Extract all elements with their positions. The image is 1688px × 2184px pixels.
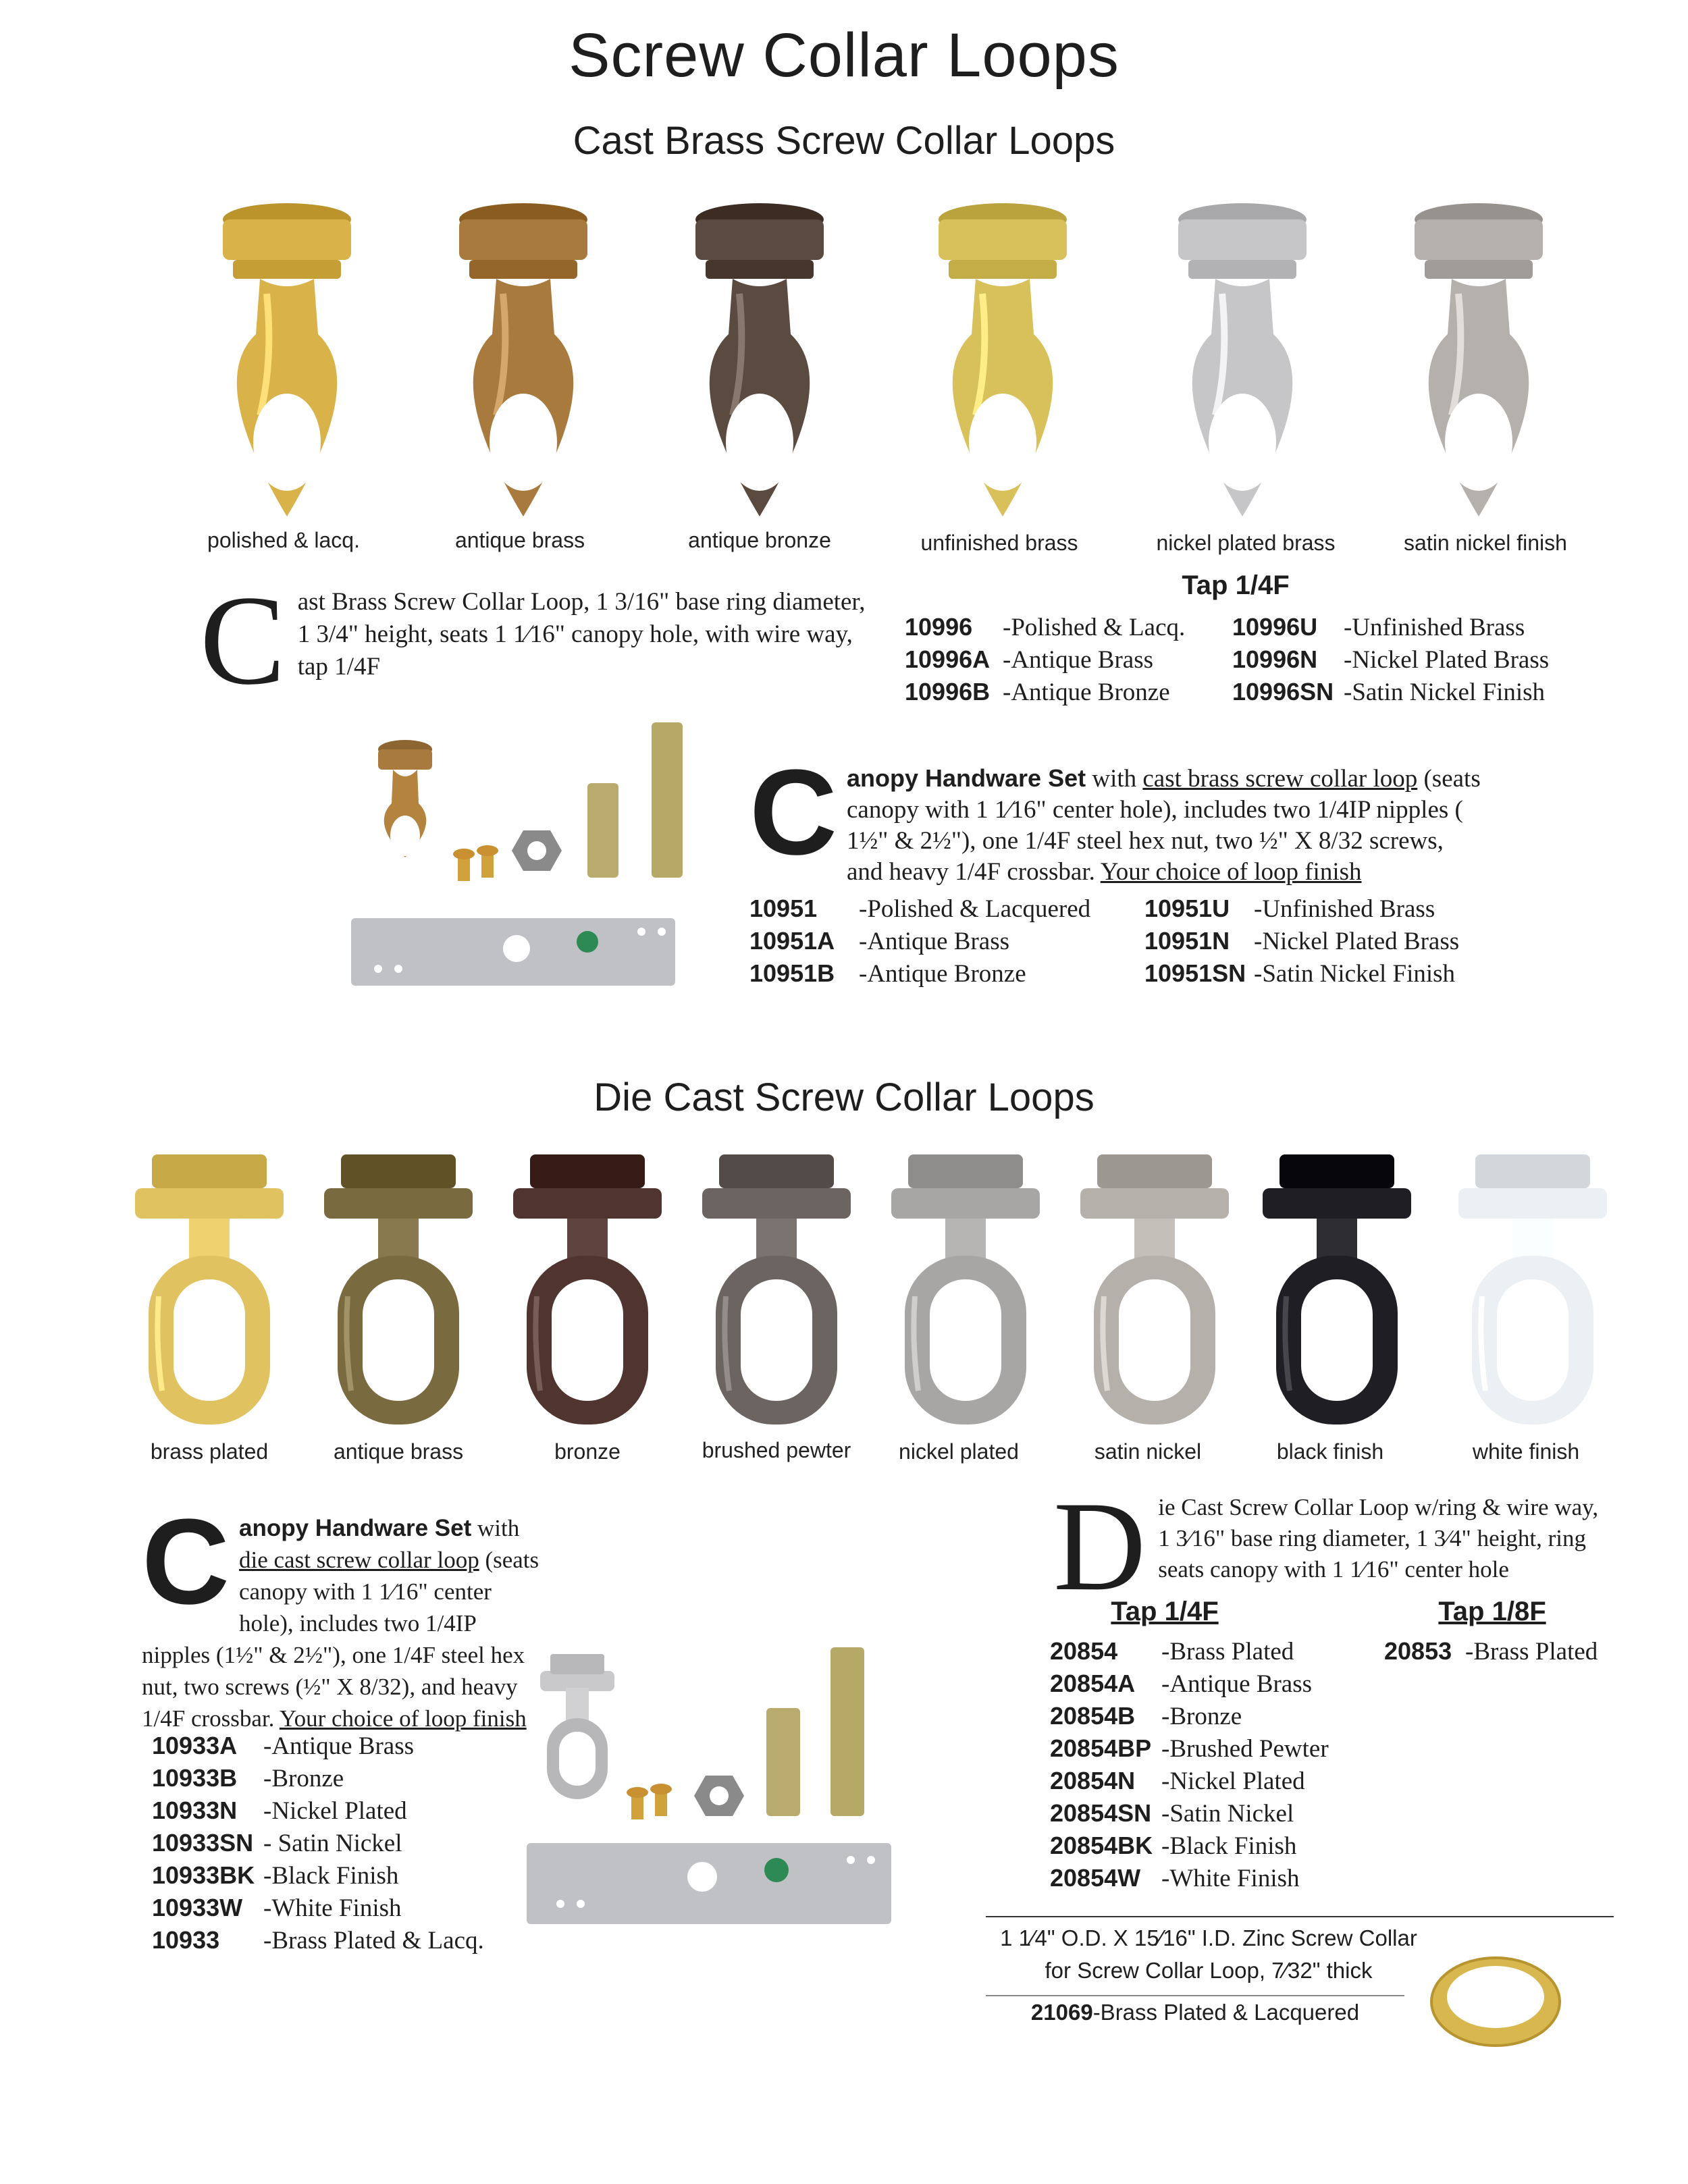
cast-loop-image (1141, 192, 1344, 530)
screw-icon (453, 845, 498, 881)
zinc-collar-image (1425, 1938, 1566, 2052)
list-item: 20854SN -Satin Nickel (1050, 1799, 1294, 1828)
list-item: 10951N -Nickel Plated Brass (1144, 927, 1460, 955)
list-item: 20854BK -Black Finish (1050, 1832, 1297, 1860)
list-item: 20854A -Antique Brass (1050, 1670, 1312, 1698)
caption-brass-plated: brass plated (150, 1439, 269, 1464)
long-nipple-icon (830, 1647, 864, 1816)
list-item: 10996N -Nickel Plated Brass (1232, 645, 1550, 674)
caption-unfinished-brass: unfinished brass (920, 531, 1078, 555)
die-loop-finish-link[interactable]: Your choice of loop finish (279, 1705, 527, 1732)
canopy-set-cast-description: C anopy Handware Set with cast brass screw collar loop (seats canopy with 1 1⁄16" center hole), includes two 1/4IP nipples ( 1½" & 2½"), one 1/4F steel hex nut, two ½" X 8/32 screws, and heavy 1/4F crossbar. Your choice of loop finish (749, 745, 1481, 886)
caption-brushed-pewter: brushed pewter (702, 1438, 851, 1462)
canopy-set-die-image (520, 1607, 925, 1958)
die-section-heading: Die Cast Screw Collar Loops (594, 1075, 1094, 1119)
caption-white-finish: white finish (1472, 1439, 1580, 1464)
list-item: 10933A -Antique Brass (152, 1732, 414, 1760)
list-item: 10933W -White Finish (152, 1894, 402, 1922)
list-item: 10933BK -Black Finish (152, 1861, 399, 1890)
die-loop-image (692, 1141, 861, 1438)
list-item: 10933 -Brass Plated & Lacq. (152, 1926, 484, 1954)
list-item: 20853 -Brass Plated (1384, 1637, 1598, 1666)
die-eighth-parts-list (1384, 1635, 1668, 1668)
list-item: 10996A -Antique Brass (905, 645, 1153, 674)
long-nipple-icon (652, 722, 683, 878)
list-item: 10933SN - Satin Nickel (152, 1829, 402, 1857)
cast-loop-icon (378, 740, 432, 857)
cast-loop-image (901, 192, 1104, 530)
collar-divider-top (986, 1916, 1614, 1917)
list-item: 20854B -Bronze (1050, 1702, 1242, 1730)
die-drop-cap: D (1053, 1476, 1146, 1618)
list-item: 10951A -Antique Brass (749, 927, 1009, 955)
collar-description-line2: for Screw Collar Loop, 7⁄32" thick (1045, 1958, 1373, 1983)
cast-loop-image (1377, 192, 1580, 530)
canopy-die-lead: anopy Handware Set (239, 1515, 472, 1541)
collar-part (986, 2000, 1404, 2025)
list-item: 20854BP -Brushed Pewter (1050, 1734, 1329, 1763)
die-loop-image (503, 1141, 672, 1438)
canopy-set-cast-image (351, 716, 736, 1040)
die-loop-link[interactable]: die cast screw collar loop (239, 1547, 479, 1573)
list-item: 10951B -Antique Bronze (749, 959, 1026, 988)
collar-description-line1: 1 1⁄4" O.D. X 15⁄16" I.D. Zinc Screw Collar (1000, 1925, 1417, 1950)
canopy-set-die-description: C anopy Handware Set with die cast screw collar loop (seats canopy with 1 1⁄16" center hole), includes two 1/4IP nipples (1½" & 2½"), one 1/4F steel hex nut, two screws (½" X 8/32), and heavy 1/4F crossbar. Your choice of loop finish (142, 1494, 539, 1732)
list-item: 20854N -Nickel Plated (1050, 1767, 1305, 1795)
die-loop-image (881, 1141, 1050, 1438)
die-description-text: ie Cast Screw Collar Loop w/ring & wire way, 1 3⁄16" base ring diameter, 1 3⁄4" height, ring seats canopy with 1 1⁄16" center hole (1158, 1494, 1599, 1582)
die-parts-list (1050, 1635, 1428, 1894)
list-item: 10951SN -Satin Nickel Finish (1144, 959, 1456, 988)
canopy-cast-drop-cap: C (749, 745, 837, 880)
list-item: 10951 -Polished & Lacquered (749, 895, 1091, 923)
caption-antique-brass: antique brass (454, 528, 585, 552)
list-item: 10996U -Unfinished Brass (1232, 613, 1525, 641)
cast-loop-image (422, 192, 625, 530)
die-tap-quarter-label: Tap 1/4F (1111, 1597, 1219, 1626)
die-loop-image (1448, 1141, 1617, 1438)
die-loop-image (125, 1141, 294, 1438)
cast-tap-label: Tap 1/4F (1182, 570, 1290, 600)
cast-loop-image (658, 192, 861, 530)
die-loop-image (1252, 1141, 1421, 1438)
caption-nickel-plated: nickel plated (899, 1439, 1019, 1464)
list-item: 20854W -White Finish (1050, 1864, 1300, 1892)
list-item: 10951U -Unfinished Brass (1144, 895, 1435, 923)
canopy-die-drop-cap: C (142, 1494, 230, 1630)
cast-description (200, 570, 875, 712)
caption-nickel-plated-brass: nickel plated brass (1156, 531, 1336, 555)
caption-bronze: bronze (554, 1439, 621, 1464)
caption-polished: polished & lacq. (207, 528, 360, 552)
cast-drop-cap: C (200, 570, 286, 712)
die-loop-image (1070, 1141, 1239, 1438)
list-item: 10996 -Polished & Lacq. (905, 613, 1186, 641)
list-item: 10996SN -Satin Nickel Finish (1232, 678, 1546, 706)
cast-loop-link[interactable]: cast brass screw collar loop (1142, 765, 1418, 793)
cast-description-text: ast Brass Screw Collar Loop, 1 3/16" base ring diameter, 1 3/4" height, seats 1 1⁄16" canopy hole, with wire way, tap 1/4F (297, 588, 866, 681)
caption-die-antique-brass: antique brass (333, 1439, 464, 1464)
caption-antique-bronze: antique bronze (688, 528, 831, 552)
list-item: 20854 -Brass Plated (1050, 1637, 1294, 1666)
die-loop-image (314, 1141, 483, 1438)
die-tap-eighth-label: Tap 1/8F (1438, 1597, 1546, 1626)
short-nipple-icon (587, 783, 618, 878)
canopy-die-parts-list (152, 1730, 530, 1956)
caption-black-finish: black finish (1276, 1439, 1384, 1464)
cast-loop-image (186, 192, 388, 530)
list-item: 10933B -Bronze (152, 1764, 344, 1792)
collar-divider-bottom (986, 1995, 1404, 1996)
caption-satin-nickel: satin nickel finish (1404, 531, 1567, 555)
canopy-cast-lead: anopy Handware Set (847, 764, 1086, 792)
list-item: 10996B -Antique Bronze (905, 678, 1170, 706)
caption-satin-nickel: satin nickel (1094, 1439, 1202, 1464)
short-nipple-icon (766, 1708, 800, 1816)
collar-sku: 21069 (1030, 2000, 1093, 2025)
page-title: Screw Collar Loops (569, 21, 1119, 90)
die-loop-icon (540, 1654, 614, 1799)
list-item: 10933N -Nickel Plated (152, 1796, 407, 1825)
screw-icon (627, 1784, 672, 1819)
cast-section-heading: Cast Brass Screw Collar Loops (573, 119, 1115, 163)
collar-finish: -Brass Plated & Lacquered (1092, 2000, 1360, 2025)
loop-finish-link[interactable]: Your choice of loop finish (1100, 858, 1362, 886)
